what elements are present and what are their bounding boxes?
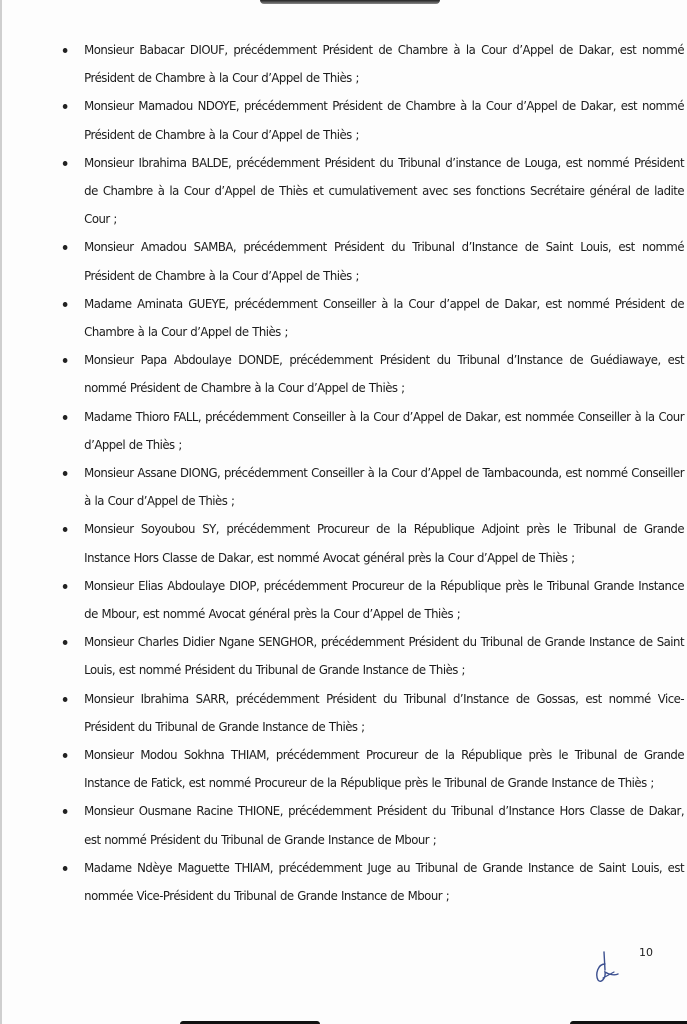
item-text: Madame Aminata GUEYE, précédemment Conseiller à la Cour d’appel de Dakar, est nommé Président de Chambre à la Cour d’Appel de Thiès ; [84,295,685,340]
list-item [60,459,684,515]
list-item [60,685,684,741]
list-item [60,36,684,92]
list-item [60,628,684,684]
list-item [60,515,684,571]
item-text: Monsieur Mamadou NDOYE, précédemment Président de Chambre à la Cour d’Appel de Dakar, est nommé Président de Chambre à la Cour d’Appel de Thiès ; [84,98,685,142]
item-text: Madame Thioro FALL, précédemment Conseiller à la Cour d’Appel de Dakar, est nommée Conseiller à la Cour d’Appel de Thiès ; [84,408,685,452]
item-text: Monsieur Ibrahima SARR, précédemment Président du Tribunal d’Instance de Gossas, est nommé Vice-Président du Tribunal de Grande Instance de Thiès ; [84,690,685,734]
bullet-icon [63,866,68,871]
bullet-icon [63,245,68,250]
bullet-icon [63,302,68,307]
bullet-icon [63,753,68,758]
item-text: Monsieur Ibrahima BALDE, précédemment Président du Tribunal d’instance de Louga, est nommé Président de Chambre à la Cour d’Appel de Thiès et cumulativement avec ses fonctions Secrétaire général de ladite Cour ; [84,154,685,227]
item-text: Madame Ndèye Maguette THIAM, précédemment Juge au Tribunal de Grande Instance de Saint Louis, est nommée Vice-Président du Tribunal de Grande Instance de Mbour ; [84,859,685,904]
list-item [60,741,684,797]
page-edge-left [0,0,2,1024]
list-item [60,149,684,234]
bullet-icon [63,104,68,109]
list-item [60,403,684,459]
bullet-icon [63,527,68,532]
bullet-icon [63,48,68,53]
item-text: Monsieur Ousmane Racine THIONE, précédemment Président du Tribunal d’Instance Hors Classe de Dakar, est nommé Président du Tribunal de Grande Instance de Mbour ; [84,803,685,847]
item-text: Monsieur Modou Sokhna THIAM, précédemment Procureur de la République près le Tribunal de Grande Instance de Fatick, est nommé Procureur de la République près le Tribunal de Grande Instance de Thiès ; [84,747,685,791]
list-item [60,797,684,853]
list-item [60,290,684,346]
bullet-icon [63,358,68,363]
item-text: Monsieur Soyoubou SY, précédemment Procureur de la République Adjoint près le Tribunal de Grande Instance Hors Classe de Dakar, est nommé Avocat général près la Cour d’Appel de Thiès ; [84,521,685,565]
list-item [60,572,684,628]
item-text: Monsieur Elias Abdoulaye DIOP, précédemment Procureur de la République près le Tribunal Grande Instance de Mbour, est nommé Avocat général près la Cour d’Appel de Thiès ; [84,577,685,622]
page-number: 10 [639,946,653,959]
bullet-icon [63,809,68,814]
bullet-icon [63,471,68,476]
item-text: Monsieur Papa Abdoulaye DONDE, précédemment Président du Tribunal d’Instance de Guédiawaye, est nommé Président de Chambre à la Cour d’Appel de Thiès ; [84,352,685,396]
list-item [60,854,684,910]
bullet-icon [63,584,68,589]
item-text: Monsieur Babacar DIOUF, précédemment Président de Chambre à la Cour d’Appel de Dakar, est nommé Président de Chambre à la Cour d’Appel de Thiès ; [84,42,685,86]
list-item [60,233,684,289]
list-item [60,346,684,402]
bullet-icon [63,640,68,645]
page-edge-top-shadow [260,0,440,4]
bullet-icon [63,415,68,420]
bullet-icon [63,697,68,702]
bullet-icon [63,161,68,166]
item-text: Monsieur Charles Didier Ngane SENGHOR, précédemment Président du Tribunal de Grande Instance de Saint Louis, est nommé Président du Tribunal de Grande Instance de Thiès ; [84,634,685,678]
list-item [60,92,684,148]
item-text: Monsieur Amadou SAMBA, précédemment Président du Tribunal d’Instance de Saint Louis, est nommé Président de Chambre à la Cour d’Appel de Thiès ; [84,239,685,283]
appointments-list [60,36,685,910]
item-text: Monsieur Assane DIONG, précédemment Conseiller à la Cour d’Appel de Tambacounda, est nommé Conseiller à la Cour d’Appel de Thiès ; [84,465,685,509]
handwritten-initials-icon [592,950,624,986]
